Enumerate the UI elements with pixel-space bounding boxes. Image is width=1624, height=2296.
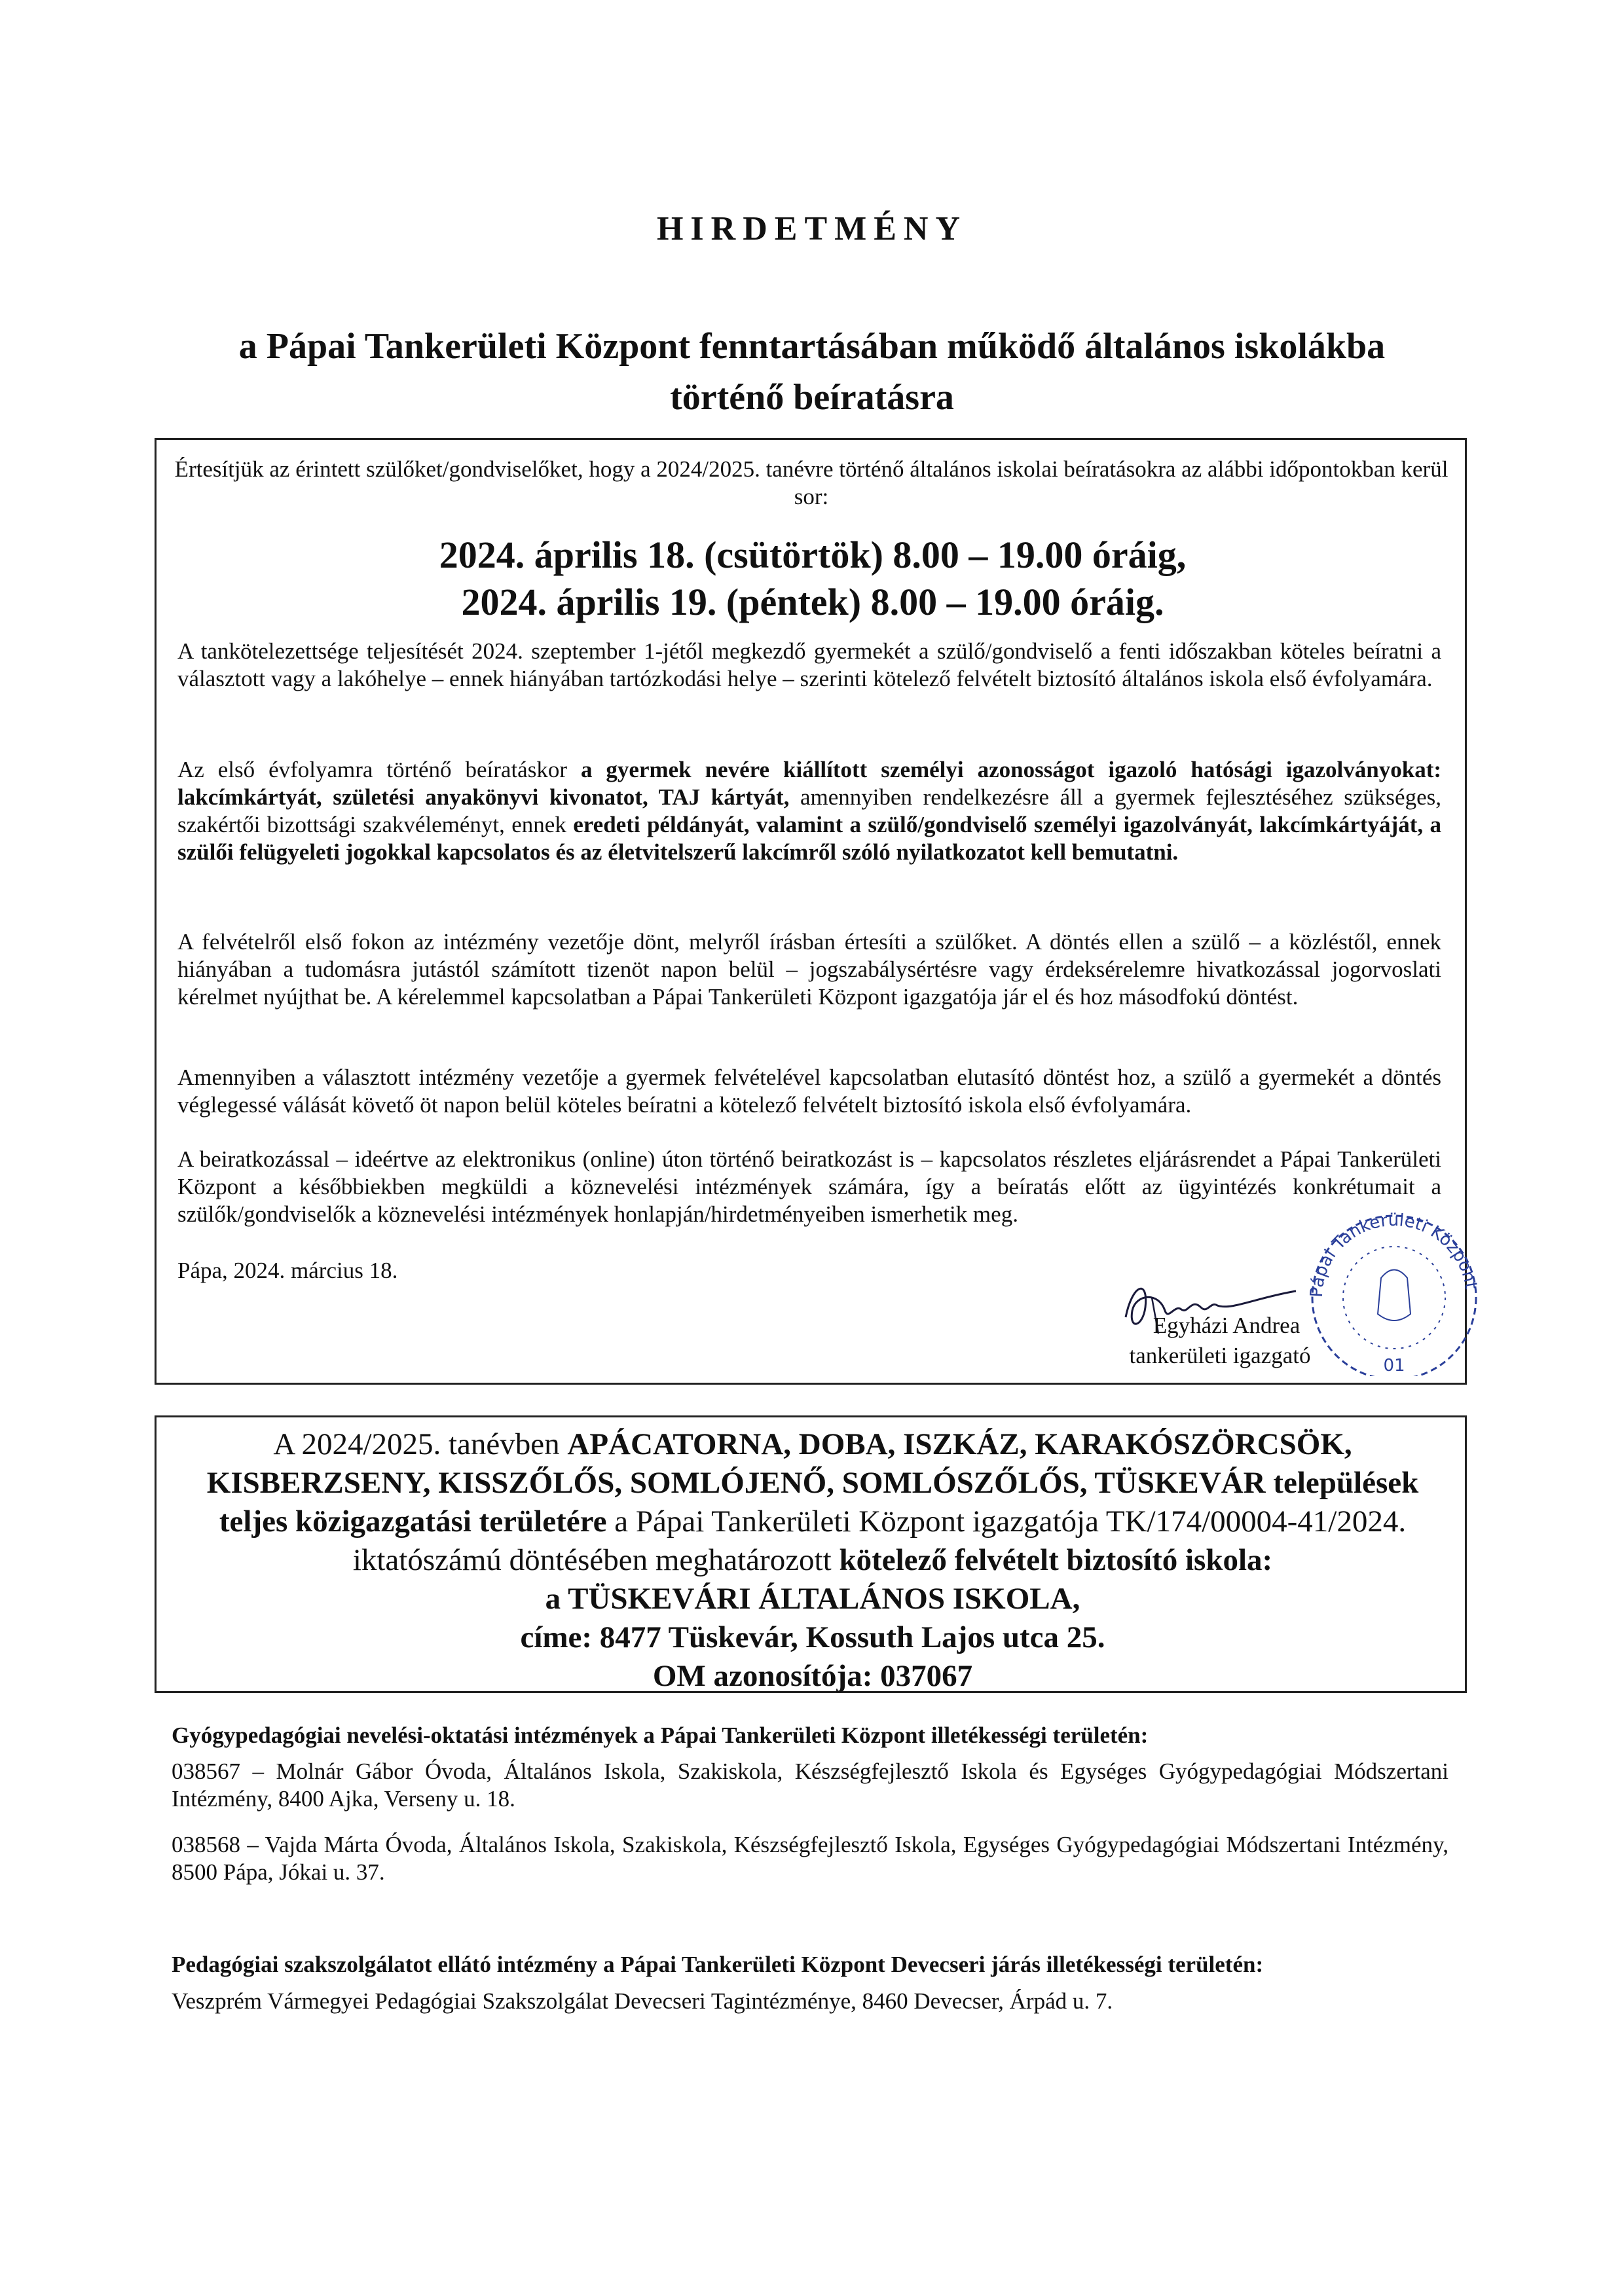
stamp-text: Pápai Tankerületi Központ [1306,1210,1481,1298]
enrollment-date-1: 2024. április 18. (csütörtök) 8.00 – 19.00 óráig, [439,534,1187,576]
school-box-part-1: A 2024/2025. tanévben [273,1427,568,1461]
notice-paragraph-3: A felvételről első fokon az intézmény vezetője dönt, melyről írásban értesíti a szülőket. A döntés ellen a szülő – a közléstől, ennek hiányában a tudomásra jutástól számított tizenöt napon belül – jogszabálysértésre vagy érdeksérelemre hivatkozással jogorvoslati kérelmet nyújthat be. A kérelemmel kapcsolatban a Pápai Tankerületi Központ igazgatója jár el és hoz másodfokú döntést. [177,929,1441,1010]
enrollment-date-2: 2024. április 19. (péntek) 8.00 – 19.00 óráig. [461,581,1164,623]
paragraph-2-part-d: eredeti példányát, valamint a szülő/gondviselő személyi igazolványát, lakcímkártyáját, a szülői felügyeleti jogokkal kapcsolatos és az életvitelszerű lakcímről szóló nyilatkozatot kell bemutatni. [177,812,1441,865]
school-box-settlements: APÁCATORNA, DOBA, ISZKÁZ, KARAKÓSZÖRCSÖK, KISBERZSENY, KISSZŐLŐS, SOMLÓJENŐ, SOMLÓSZŐLŐS, TÜSKEVÁR települések teljes közigazgatási területére [206,1427,1419,1539]
special-school-item-2: 038568 – Vajda Márta Óvoda, Általános Iskola, Szakiskola, Készségfejlesztő Iskola, Egységes Gyógypedagógiai Módszertani Intézmény, 8500 Pápa, Jókai u. 37. [172,1832,1449,1885]
school-box-part-4: kötelező felvételt biztosító iskola: [839,1543,1273,1577]
signer-name: Egyházi Andrea [1153,1313,1301,1338]
designated-school-text [170,1425,1456,1696]
pedagogical-service-heading: Pedagógiai szakszolgálatot ellátó intézmény a Pápai Tankerületi Központ Devecseri járás illetékességi területén: [172,1952,1264,1977]
paragraph-2-part-c: amennyiben rendelkezésre áll a gyermek fejlesztéséhez szükséges, szakértői bizottsági szakvéleményt, ennek [177,784,1441,837]
paragraph-2-part-b: a gyermek nevére kiállított személyi azonosságot igazoló hatósági igazolványokat: lakcímkártyát, születési anyakönyvi kivonatot, TAJ kártyát, [177,757,1441,810]
notice-paragraph-4: Amennyiben a választott intézmény vezetője a gyermek felvételével kapcsolatban elutasító döntést hoz, a szülő a gyermekét a döntés véglegessé válását követő öt napon belül köteles beíratni a kötelező felvételt biztosító iskola első évfolyamára. [177,1065,1441,1118]
notice-paragraph-1: A tankötelezettsége teljesítését 2024. szeptember 1-jétől megkezdő gyermekét a szülő/gondviselő a fenti időszakban köteles beíratni a választott vagy a lakóhelye – ennek hiányában tartózkodási helye – szerinti kötelező felvételt biztosító általános iskola első évfolyamára. [177,638,1441,691]
notice-paragraph-2 [177,756,1441,866]
notice-intro: Értesítjük az érintett szülőket/gondviselőket, hogy a 2024/2025. tanévre történő általános iskolai beíratásokra az alábbi időpontokban kerül sor: [174,456,1449,509]
paragraph-2-part-a: Az első évfolyamra történő beíratáskor [177,757,581,782]
notice-paragraph-5: A beiratkozással – ideértve az elektronikus (online) úton történő beiratkozást is – kapcsolatos részletes eljárásrendet a Pápai Tankerületi Központ a későbbiekben megküldi a köznevelési intézmények számára, így a beíratás előtt az ügyintézés konkrétumait a szülők/gondviselők a köznevelési intézmények honlapján/hirdetményeiben ismerhetik meg. [177,1146,1441,1227]
special-school-item-1: 038567 – Molnár Gábor Óvoda, Általános Iskola, Szakiskola, Készségfejlesztő Iskola és Egységes Gyógypedagógiai Módszertani Intézmény, 8400 Ajka, Verseny u. 18. [172,1758,1449,1812]
special-schools-heading: Gyógypedagógiai nevelési-oktatási intézmények a Pápai Tankerületi Központ illetékességi területén: [172,1722,1149,1748]
subtitle-line-1: a Pápai Tankerületi Központ fenntartásában működő általános iskolákba [238,326,1386,367]
school-box-part-3: a Pápai Tankerületi Központ igazgatója TK/174/00004-41/2024. iktatószámú döntésében meghatározott [352,1504,1407,1577]
pedagogical-service-item: Veszprém Vármegyei Pedagógiai Szakszolgálat Devecseri Tagintézménye, 8460 Devecser, Árpád u. 7. [172,1988,1113,2014]
place-and-date: Pápa, 2024. március 18. [177,1258,398,1283]
document-title: HIRDETMÉNY [656,210,968,247]
school-address: címe: 8477 Tüskevár, Kossuth Lajos utca 25. [520,1620,1105,1654]
designated-school-box [155,1415,1467,1693]
school-name: a TÜSKEVÁRI ÁLTALÁNOS ISKOLA, [545,1582,1080,1616]
document-subtitle [170,321,1454,423]
enrollment-dates [157,532,1469,626]
school-om-id: OM azonosítója: 037067 [652,1659,973,1693]
signer-role: tankerületi igazgató [1129,1343,1311,1368]
notice-box [155,438,1481,1385]
stamp-number: 01 [1383,1356,1405,1376]
subtitle-line-2: történő beíratásra [670,377,954,418]
